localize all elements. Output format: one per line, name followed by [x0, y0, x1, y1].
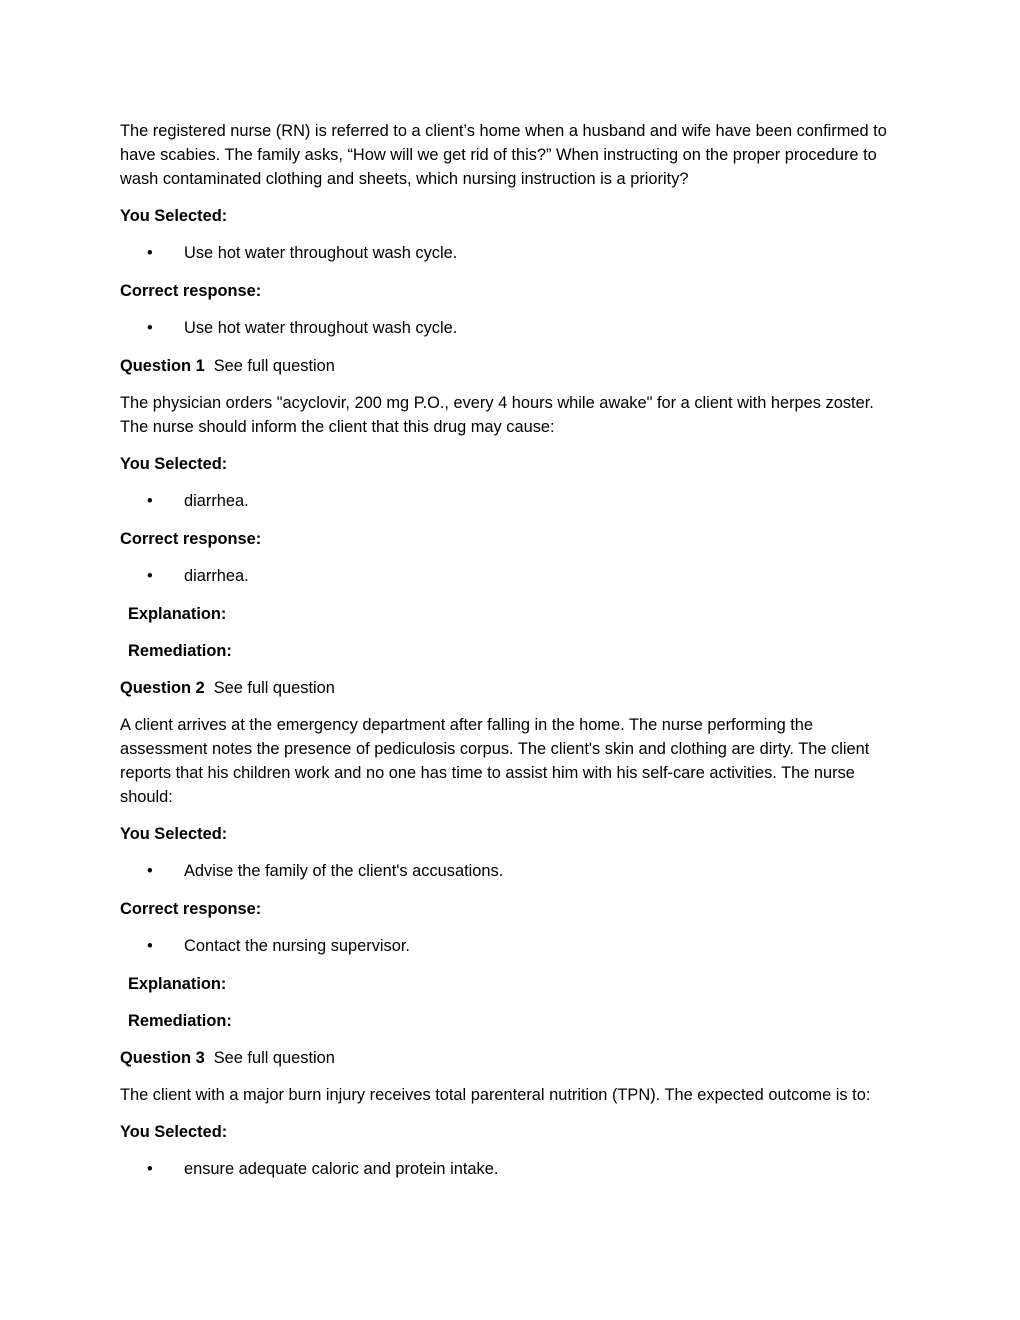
- correct-response-label: Correct response:: [120, 282, 262, 300]
- question-text: The registered nurse (RN) is referred to a client’s home when a husband and wife have been confirmed to have scabies. The family asks, “How will we get rid of this?” When instructing on the proper procedure to wash contaminated clothing and sheets, which nursing instruction is a priority?: [120, 122, 887, 188]
- question-text: A client arrives at the emergency department after falling in the home. The nurse performing the assessment notes the presence of pediculosis corpus. The client's skin and clothing are dirty. The client reports that his children work and no one has time to assist him with his self-care activities. The nurse should:: [120, 716, 870, 806]
- see-full-question-link[interactable]: See full question: [213, 1049, 335, 1067]
- answer-text: Use hot water throughout wash cycle.: [184, 244, 458, 262]
- selected-answer: [120, 241, 905, 265]
- correct-response-label: Correct response:: [120, 900, 262, 918]
- remediation-label: Remediation:: [128, 642, 232, 660]
- selected-answer: [120, 1157, 905, 1181]
- selected-answer: [120, 489, 905, 513]
- bullet-icon: •: [147, 567, 153, 585]
- see-full-question-link[interactable]: See full question: [213, 357, 335, 375]
- correct-response-label: Correct response:: [120, 530, 262, 548]
- remediation-label: Remediation:: [128, 1012, 232, 1030]
- you-selected-label: You Selected:: [120, 455, 228, 473]
- answer-text: diarrhea.: [184, 492, 249, 510]
- bullet-icon: •: [147, 244, 153, 262]
- bullet-icon: •: [147, 492, 153, 510]
- see-full-question-link[interactable]: See full question: [213, 679, 335, 697]
- correct-answer: [120, 564, 905, 588]
- answer-text: ensure adequate caloric and protein intake.: [184, 1160, 499, 1178]
- question-number: Question 1: [120, 357, 205, 375]
- bullet-icon: •: [147, 862, 153, 880]
- answer-text: Use hot water throughout wash cycle.: [184, 319, 458, 337]
- bullet-icon: •: [147, 319, 153, 337]
- you-selected-label: You Selected:: [120, 1123, 228, 1141]
- question-header: [120, 676, 905, 700]
- question-text: The client with a major burn injury receives total parenteral nutrition (TPN). The expected outcome is to:: [120, 1086, 871, 1104]
- answer-text: diarrhea.: [184, 567, 249, 585]
- explanation-label: Explanation:: [128, 975, 227, 993]
- bullet-icon: •: [147, 937, 153, 955]
- question-number: Question 2: [120, 679, 205, 697]
- question-header: [120, 1046, 905, 1070]
- document-page: [120, 119, 905, 1195]
- answer-text: Contact the nursing supervisor.: [184, 937, 410, 955]
- correct-answer: [120, 934, 905, 958]
- bullet-icon: •: [147, 1160, 153, 1178]
- question-text: The physician orders "acyclovir, 200 mg P.O., every 4 hours while awake" for a client with herpes zoster. The nurse should inform the client that this drug may cause:: [120, 394, 874, 436]
- correct-answer: [120, 316, 905, 340]
- you-selected-label: You Selected:: [120, 825, 228, 843]
- question-number: Question 3: [120, 1049, 205, 1067]
- explanation-label: Explanation:: [128, 605, 227, 623]
- selected-answer: [120, 859, 905, 883]
- you-selected-label: You Selected:: [120, 207, 228, 225]
- answer-text: Advise the family of the client's accusations.: [184, 862, 504, 880]
- question-header: [120, 354, 905, 378]
